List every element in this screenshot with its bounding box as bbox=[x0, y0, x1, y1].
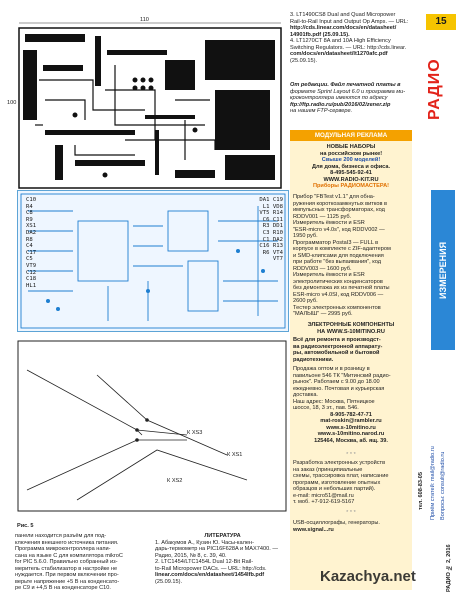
text-line: меритель стабилизатор в настройке не bbox=[15, 565, 118, 572]
ad-line[interactable]: e-mail: micro51@mail.ru bbox=[293, 492, 354, 499]
ad-block-components-body bbox=[293, 366, 409, 444]
ad-block-devices bbox=[293, 194, 409, 318]
text-line: Программа микроконтроллера напи- bbox=[15, 546, 111, 552]
ad-line[interactable]: НА WWW.S-10MITINO.RU bbox=[317, 328, 385, 335]
contact-articles: Приём статей: mail@radio.ru bbox=[430, 446, 436, 520]
text-line: for PIC 5.6.0. Правильно собранный из- bbox=[15, 559, 118, 565]
ad-line: радиотехники. bbox=[293, 356, 334, 363]
label: R9 bbox=[26, 216, 33, 223]
label: C16 bbox=[259, 243, 270, 250]
ad-block-development bbox=[293, 460, 409, 506]
label: C1 bbox=[262, 236, 270, 243]
ad-line: ры, автомобильной и бытовой bbox=[293, 350, 380, 356]
literature-heading: ЛИТЕРАТУРА bbox=[204, 533, 241, 539]
editor-note bbox=[290, 82, 415, 115]
pcb-height-label: 100 bbox=[7, 100, 17, 106]
note-line: формате Sprint Layout 6.0 и программа ми- bbox=[290, 88, 406, 95]
ad-line: ESR-micro v4.0SI, код RDDV006 — bbox=[293, 291, 384, 298]
ad-block-usb bbox=[293, 520, 409, 533]
ad-line: программ, изготовление опытных bbox=[293, 479, 381, 486]
ad-block-components-head bbox=[293, 322, 409, 335]
ad-email[interactable]: mat-roskin@rambler.ru bbox=[320, 418, 382, 424]
label: XS1 bbox=[26, 223, 37, 230]
note-line: на нашем FTP-сервере. bbox=[290, 108, 353, 114]
pcb-traces-image bbox=[15, 20, 285, 192]
lit-line: 2. LTC1454/LTC1454L Dual 12-Bit Rail- bbox=[155, 559, 254, 565]
separator-stars-2: * * * bbox=[346, 510, 356, 516]
text-line: верьте напряжение +5 В на конденсато- bbox=[15, 578, 120, 585]
label: R6 bbox=[262, 249, 270, 256]
pcb-width-label: 110 bbox=[140, 17, 149, 23]
ad-line: "МАЛЫШ" — 2995 руб. bbox=[293, 311, 353, 317]
ad-block-kits bbox=[293, 144, 409, 190]
note-line: ftp://ftp.radio.ru/pub/2016/02/zener.zip bbox=[290, 101, 391, 108]
label: VT9 bbox=[26, 262, 37, 269]
lit-line: to-Rail Micropower DACs. — URL: http://cds. bbox=[155, 565, 267, 572]
wiring-diagram-figure bbox=[17, 340, 287, 520]
ad-highlight: Свыше 200 моделей! bbox=[321, 157, 381, 163]
ad-line: рынок". Работаем с 9.00 до 18.00 bbox=[293, 379, 380, 385]
text-line: ключения внешнего источника питания. bbox=[15, 539, 119, 546]
text-line: панели находится разъём для под- bbox=[15, 533, 107, 539]
ad-line: 1950 руб. bbox=[293, 233, 318, 239]
ad-line: на заказ (принципиальные bbox=[293, 466, 363, 473]
lit-line: (25.09.15). bbox=[155, 578, 183, 585]
label: C3 bbox=[262, 229, 270, 236]
ad-line: ЭЛЕКТРОННЫЕ КОМПОНЕНТЫ bbox=[307, 322, 395, 328]
ad-line: Разработка электронных устройств bbox=[293, 460, 386, 466]
ad-line: RDDV001 — 1125 руб. bbox=[293, 213, 352, 220]
ad-line: схемы, трассировка плат, написание bbox=[293, 473, 389, 479]
ad-phone: 8-495-545-92-41 bbox=[330, 170, 372, 176]
ref-line: com/docs/en/datasheet/lt1270afc.pdf bbox=[290, 51, 388, 57]
ad-line: ежедневно. Почтовая и курьерская bbox=[293, 385, 385, 392]
ad-line: Для дома, бизнеса и офиса. bbox=[311, 163, 391, 170]
label: L1 bbox=[262, 203, 270, 210]
ad-url[interactable]: WWW.RADIO-KIT.RU bbox=[323, 176, 379, 183]
note-line: От редакции. Файл печатной платы в bbox=[290, 82, 401, 88]
label: DD1 bbox=[272, 223, 283, 230]
ref-line: 4. LT1270CT 8A and 10A High Efficiency bbox=[290, 38, 391, 44]
ad-line: шоссе, 18, 3 эт., пав. 546. bbox=[293, 405, 359, 411]
separator-stars: * * * bbox=[346, 452, 356, 458]
ad-line: образцов и небольших партий). bbox=[293, 486, 376, 492]
ad-line: Программатор PostaI3 — FULL в bbox=[293, 239, 379, 246]
label: DA1 bbox=[259, 197, 270, 203]
ad-line: Измеритель ёмкости и ESR bbox=[293, 272, 365, 278]
ref-line: 3. LT1490CS8 Dual and Quad Micropower bbox=[290, 12, 396, 18]
ref-line: Switching Regulators. — URL: http://cds.linear. bbox=[290, 44, 407, 51]
lit-line: 1. Абакумов А., Кузин Ю. Часы-кален- bbox=[155, 539, 254, 546]
figure-caption: Рис. 5 bbox=[17, 523, 34, 529]
ref-line: 14901fb.pdf (25.09.15). bbox=[290, 31, 350, 38]
ad-line: Тестер электронных компонентов bbox=[293, 304, 381, 311]
ref-line: (25.09.15). bbox=[290, 57, 318, 64]
text-line: сана на языке С для компилятора mikroC bbox=[15, 552, 123, 559]
label: C6 bbox=[262, 216, 270, 223]
label: C4 bbox=[26, 243, 33, 250]
pcb-layout-figure bbox=[7, 17, 285, 192]
component-placement-figure bbox=[17, 190, 289, 332]
lit-line: дарь-термометр на PIC16F628A и MAX7400. — bbox=[155, 546, 278, 552]
ad-line: электролитических конденсаторов bbox=[293, 278, 383, 285]
label: R13 bbox=[272, 243, 283, 250]
label: HL1 bbox=[26, 282, 37, 289]
logo-text: РАДИО bbox=[426, 58, 443, 120]
ad-line: Прибор "FBTest v1.1" для обна- bbox=[293, 194, 375, 200]
ad-line: ва радиоэлектронной аппарату- bbox=[293, 343, 383, 350]
ad-line: импульсных трансформаторах, код bbox=[293, 207, 385, 213]
ad-line: доставка. bbox=[293, 392, 318, 398]
references-continued bbox=[290, 12, 415, 64]
page-number: 15 bbox=[426, 14, 456, 30]
ad-line: при работе "без выпаивания", код bbox=[293, 259, 382, 265]
label: DA2 bbox=[26, 229, 37, 236]
label: C11 bbox=[272, 216, 283, 223]
radio-logo bbox=[426, 34, 456, 154]
ad-block-components-sub bbox=[293, 337, 409, 363]
contact-phone: тел. 608-83-05 bbox=[418, 471, 424, 510]
label: VT7 bbox=[272, 256, 283, 263]
ad-url[interactable]: www.signal...ru bbox=[293, 526, 334, 533]
ref-line: http://cds.linear.com/docs/en/datasheet/ bbox=[290, 25, 397, 31]
section-strip bbox=[431, 190, 455, 350]
ad-line: "ESR-micro v4.0s", код RDDV002 — bbox=[293, 226, 385, 233]
ad-url[interactable]: www.s-10mitino.narod.ru bbox=[317, 431, 385, 437]
label: DA2 bbox=[272, 236, 283, 243]
label: R8 bbox=[26, 236, 33, 243]
ad-address: 125464, Москва, аб. ящ. 39. bbox=[314, 437, 388, 444]
wiring-drawing bbox=[17, 340, 287, 520]
ad-line: USB-осциллографы, генераторы. bbox=[293, 520, 380, 526]
ad-header-bar bbox=[290, 130, 412, 141]
schematic-right-labels bbox=[223, 197, 283, 263]
text-line: нуждается. При первом включении про- bbox=[15, 572, 119, 578]
label-k-xs1: К XS1 bbox=[227, 452, 243, 458]
contact-questions: Вопросы: consult@radio.ru bbox=[440, 451, 446, 520]
label: C10 bbox=[26, 197, 37, 203]
label: C19 bbox=[272, 197, 283, 203]
ad-url[interactable]: www.s-10mitino.ru bbox=[326, 424, 376, 431]
label: VD8 bbox=[272, 203, 283, 210]
ad-line: RDDV003 — 1600 руб. bbox=[293, 265, 352, 272]
ad-header-title: МОДУЛЬНАЯ РЕКЛАМА bbox=[314, 132, 388, 139]
label: C17 bbox=[26, 249, 37, 256]
lit-line: Радио, 2015, № 8, с. 39, 40. bbox=[155, 552, 227, 559]
lit-line: linear.com/docs/en/datasheet/1454lfb.pdf bbox=[155, 572, 265, 578]
schematic-left-labels bbox=[26, 197, 86, 289]
section-title: ИЗМЕРЕНИЯ bbox=[438, 241, 448, 299]
ad-line: Наш адрес: Москва, Пятницкое bbox=[293, 398, 375, 405]
label: C12 bbox=[26, 269, 37, 276]
ad-line: ружения короткозамкнутых витков в bbox=[293, 200, 387, 207]
ad-line: т. моб. +7-912-619-5167 bbox=[293, 499, 355, 505]
label-k-xs2: К XS2 bbox=[167, 478, 183, 484]
label: VT5 bbox=[259, 210, 270, 217]
ad-line: павильоне 546 ТК "Митинский радио- bbox=[293, 372, 391, 379]
label: C8 bbox=[26, 210, 33, 217]
ad-phone: 8-905-782-47-71 bbox=[330, 411, 372, 418]
ad-line: 2600 руб. bbox=[293, 298, 318, 304]
issue-label: РАДИО № 2, 2016 bbox=[446, 544, 452, 592]
ad-line: Продажа оптом и в розницу в bbox=[293, 366, 370, 372]
ad-line: и SMD-клипсами для подключения bbox=[293, 252, 384, 259]
ad-line: Всё для ремонта и производст- bbox=[293, 337, 381, 343]
label: R4 bbox=[26, 203, 33, 210]
article-body bbox=[15, 533, 150, 592]
watermark: Kazachya.net bbox=[320, 568, 416, 585]
ad-line: Измеритель ёмкости и ESR bbox=[293, 220, 365, 226]
literature-section bbox=[155, 533, 290, 585]
label: R3 bbox=[262, 223, 270, 230]
ad-line: корпусе в комплекте с ZIF-адаптером bbox=[293, 246, 391, 252]
label: R14 bbox=[272, 210, 283, 217]
label-k-xs3: К XS3 bbox=[187, 430, 203, 436]
ad-line: на российском рынке! bbox=[319, 150, 383, 157]
ref-line: Rail-to-Rail Input and Output Op Amps. — URL: bbox=[290, 18, 409, 25]
label: R10 bbox=[272, 229, 283, 236]
label: VT4 bbox=[272, 249, 283, 256]
text-line: ре С9 и +4,5 В на конденсаторе С10. bbox=[15, 585, 111, 591]
ad-brand: Приборы РАДИОМАСТЕРА! bbox=[312, 183, 390, 189]
ad-line: без демонтажа их из печатной платы bbox=[293, 285, 390, 291]
note-line: кроконтроллера имеются по адресу bbox=[290, 95, 388, 101]
ad-line: НОВЫЕ НАБОРЫ bbox=[326, 144, 376, 150]
label: C18 bbox=[26, 276, 37, 283]
label: C5 bbox=[26, 256, 33, 263]
